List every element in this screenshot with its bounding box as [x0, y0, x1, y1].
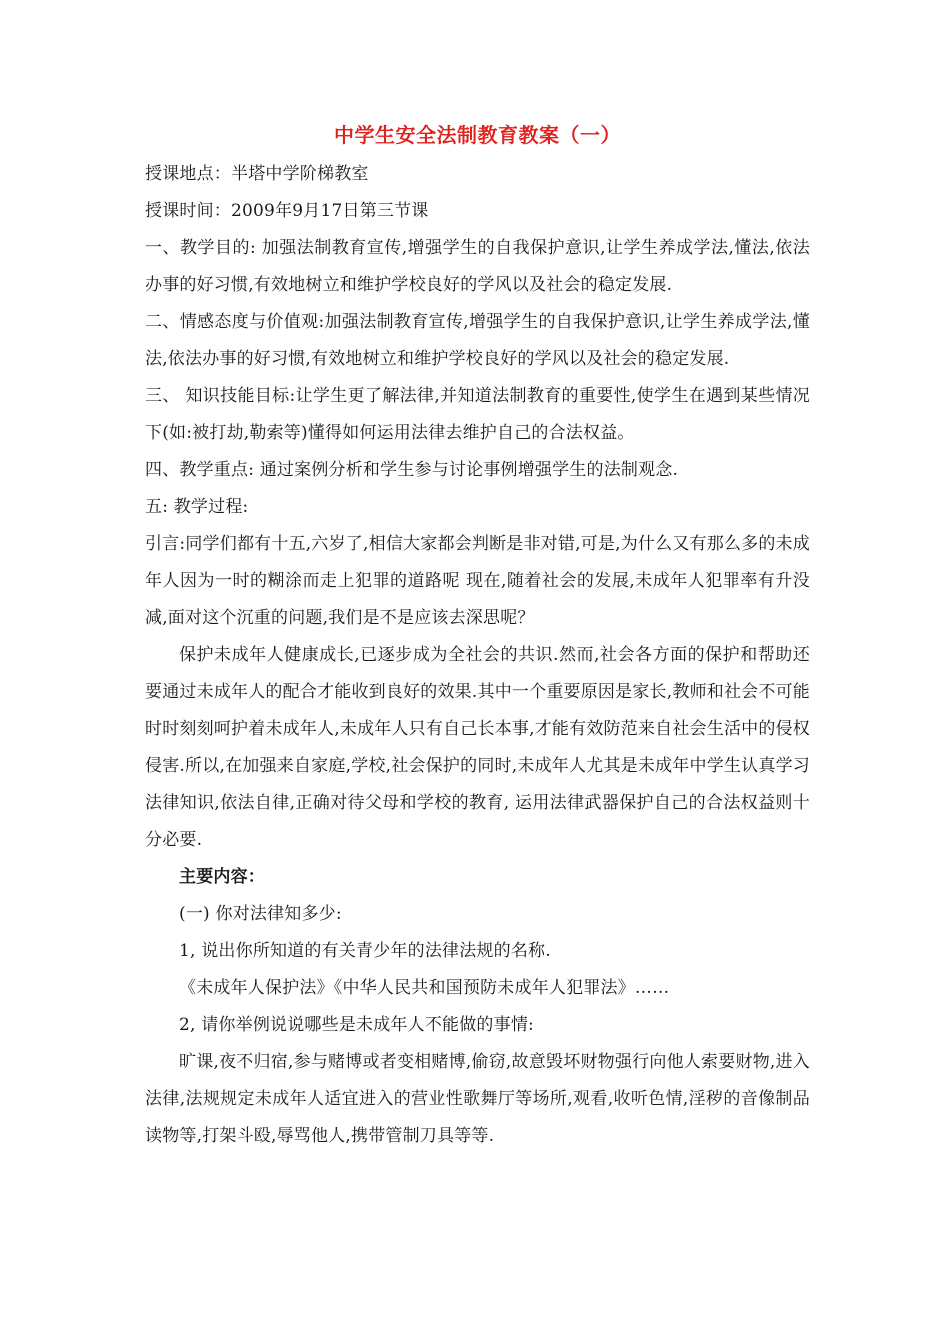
introduction-paragraph: 引言:同学们都有十五,六岁了,相信大家都会判断是非对错,可是,为什么又有那么多的未成年人因为一时的糊涂而走上犯罪的道路呢 现在,随着社会的发展,未成年人犯罪率有升没减,面对这个沉重的问题,我们是不是应该去深思呢？ — [145, 534, 810, 628]
main-content-heading: 主要内容： — [179, 867, 265, 887]
document-title: 中学生安全法制教育教案（一） — [334, 123, 621, 147]
class-location: 授课地点：半塔中学阶梯教室 — [145, 164, 369, 184]
teaching-goal: 一、教学目的: 加强法制教育宣传,增强学生的自我保护意识,让学生养成学法,懂法,依法办事的好习惯,有效地树立和维护学校良好的学风以及社会的稳定发展. — [145, 238, 810, 295]
class-time: 授课时间：2009年9月17日第三节课 — [145, 201, 429, 221]
answer-1: 《未成年人保护法》《中华人民共和国预防未成年人犯罪法》…… — [179, 978, 670, 998]
knowledge-skill-goal: 三、 知识技能目标:让学生更了解法律,并知道法制教育的重要性,使学生在遇到某些情况下(如:被打劫,勒索等)懂得如何运用法律去维护自己的合法权益。 — [145, 386, 810, 443]
emotional-attitude-values: 二、情感态度与价值观:加强法制教育宣传,增强学生的自我保护意识,让学生养成学法,懂法,依法办事的好习惯,有效地树立和维护学校良好的学风以及社会的稳定发展. — [145, 312, 810, 369]
body-paragraph: 保护未成年人健康成长,已逐步成为全社会的共识.然而,社会各方面的保护和帮助还要通过未成年人的配合才能收到良好的效果.其中一个重要原因是家长,教师和社会不可能时时刻刻呵护着未成年人,未成年人只有自己长本事,才能有效防范来自社会生活中的侵权侵害.所以,在加强来自家庭,学校,社会保护的同时,未成年人尤其是未成年中学生认真学习法律知识,依法自律,正确对待父母和学校的教育, 运用法律武器保护自己的合法权益则十分必要. — [145, 645, 810, 850]
teaching-process-heading: 五: 教学过程: — [145, 497, 249, 517]
question-1: 1, 说出你所知道的有关青少年的法律法规的名称. — [179, 941, 551, 961]
question-2: 2, 请你举例说说哪些是未成年人不能做的事情: — [179, 1015, 534, 1035]
answer-2: 旷课,夜不归宿,参与赌博或者变相赌博,偷窃,故意毁坏财物强行向他人索要财物,进入法律,法规规定未成年人适宜进入的营业性歌舞厅等场所,观看,收听色情,淫秽的音像制品读物等,打架斗殴,辱骂他人,携带管制刀具等等. — [145, 1052, 810, 1146]
teaching-focus: 四、教学重点: 通过案例分析和学生参与讨论事例增强学生的法制观念. — [145, 460, 679, 480]
section-heading-1: (一) 你对法律知多少: — [179, 904, 342, 924]
document-page — [145, 120, 810, 1155]
